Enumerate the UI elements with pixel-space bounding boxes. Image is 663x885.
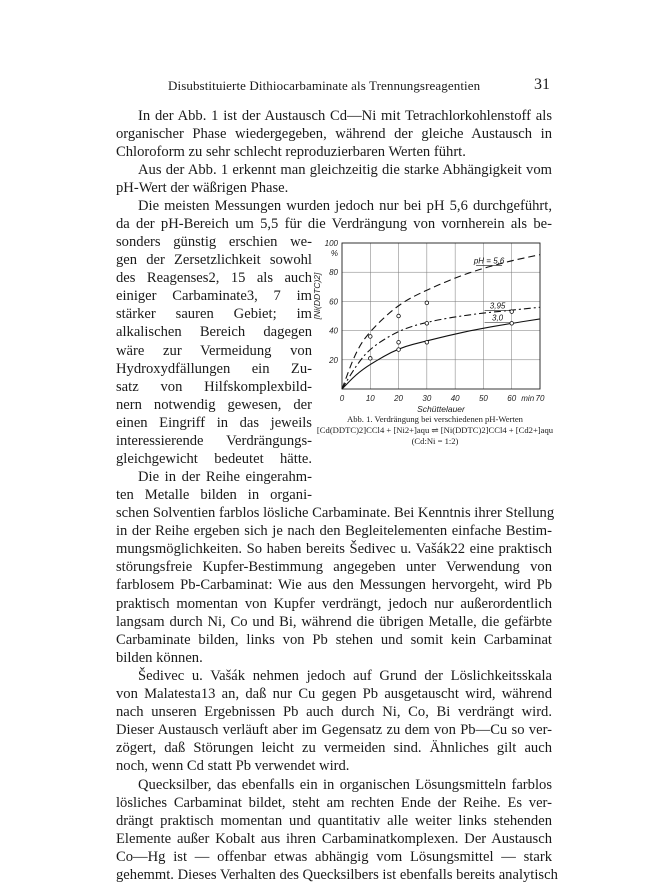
text-line: des Reagenses2, 15 als auch: [116, 270, 312, 287]
text-line: sonders günstig erschien we-: [116, 234, 312, 250]
paragraph-3: [116, 197, 552, 233]
header-title: Disubstituierte Dithiocarbaminate als Trennungsreagentien: [168, 78, 481, 93]
text-line: Die meisten Messungen wurden jedoch nur bei pH 5,6 durchgeführt,: [138, 198, 552, 214]
data-point: [425, 322, 429, 326]
data-point: [510, 322, 514, 326]
text-line: Dieser Austausch verläuft aber im Gegensatz zu dem von Pb—Cu so ver-: [116, 722, 552, 739]
x-tick-label: 20: [394, 394, 404, 403]
text-line: nern notwendig gewesen, der: [116, 396, 312, 413]
paragraph-3-narrow: [116, 233, 312, 486]
series-label: 3,95: [489, 301, 506, 311]
x-unit-label: min: [521, 394, 535, 403]
data-point: [510, 310, 514, 314]
text-line: bilden können.: [116, 649, 203, 666]
caption-line-1: Abb. 1. Verdrängung bei verschiedenen pH-Werten: [347, 414, 523, 424]
x-axis-label: Schüttelauer: [417, 404, 465, 414]
data-point: [368, 335, 372, 339]
text-line: In der Abb. 1 ist der Austausch Cd—Ni mit Tetrachlorkohlenstoff als: [138, 108, 552, 124]
text-line: alkalischen Bereich dagegen: [116, 324, 312, 341]
caption-line-2: [Cd(DDTC)2]CCl4 + [Ni2+]aqu ⇌ [Ni(DDTC)2]CCl4 + [Cd2+]aqu: [316, 425, 554, 435]
x-tick-label: 30: [422, 394, 432, 403]
x-tick-label: 0: [339, 394, 345, 403]
page-number: 31: [534, 76, 550, 93]
chart-grid: [342, 243, 540, 389]
plot-frame: [342, 243, 540, 389]
x-tick-label: 10: [365, 394, 375, 403]
text-line: Aus der Abb. 1 erkennt man gleichzeitig die starke Abhängigkeit vom: [138, 162, 552, 178]
y-tick-label: 60: [329, 297, 338, 307]
figure-caption: [310, 414, 560, 447]
text-line: Šedivec u. Vašák nehmen jedoch auf Grund der Löslichkeitsskala: [138, 668, 552, 684]
y-tick-label: 100: [324, 239, 338, 248]
data-point: [397, 314, 401, 318]
y-unit-label: %: [330, 249, 338, 258]
data-point: [425, 340, 429, 344]
text-line: störungsfreie Kupfer-Bestimmung angegeben unter Verwendung von: [116, 559, 552, 576]
text-line: satz von Hilfskomplexbild-: [116, 378, 312, 395]
y-tick-label: 20: [329, 355, 338, 365]
series-line: [342, 307, 540, 389]
text-line: da der pH-Bereich um 5,5 für die Verdrängung von vornherein als be-: [116, 216, 552, 233]
series-line: [342, 319, 540, 389]
text-line: farblosem Pb-Carbaminat: Wie aus den Messungen hervorgeht, wird Pb: [116, 577, 552, 594]
text-line: ten Metalle bilden in organi-: [116, 487, 312, 503]
text-line: pH-Wert der wäßrigen Phase.: [116, 180, 289, 197]
text-line: interessierende Verdrängungs-: [116, 433, 312, 450]
text-line: gleichgewicht bedeutet hätte.: [116, 451, 312, 468]
text-line: mungsmöglichkeiten. So haben bereits Šedivec u. Vašák22 eine praktisch: [116, 541, 552, 558]
text-line: zögert, daß Störungen leicht zu vermeiden sind. Ähnliches gilt auch: [116, 740, 552, 757]
series-label: 3,0: [492, 313, 504, 323]
text-line: Chloroform zu sehr schlecht reproduzierbaren Werten führt.: [116, 144, 466, 161]
text-line: in der Reihe ergeben sich je nach den Begleitelementen einfache Bestim-: [116, 523, 552, 540]
text-line: Co—Hg ist — offenbar etwas abhängig vom Lösungsmittel — stark: [116, 849, 552, 866]
paragraph-4: [116, 486, 555, 667]
series-label: pH = 5,6: [473, 256, 505, 266]
chart-labels: [312, 239, 545, 414]
paragraph-5: [116, 667, 552, 776]
text-line: organischer Phase wiedergegeben, während der gleiche Austausch in: [116, 126, 552, 143]
text-line: drängt praktisch momentan und quantitativ alle weiter links stehenden: [116, 813, 552, 830]
paragraph-2: [116, 161, 552, 197]
chart-axes: [342, 243, 540, 389]
y-axis-label: [Ni(DDTC)2]: [312, 272, 322, 320]
text-line: von Malatesta13 an, daß nur Cu gegen Pb ausgetauscht wird, während: [116, 686, 552, 703]
text-line: Quecksilber, das ebenfalls ein in organischen Lösungsmitteln farblos: [138, 777, 552, 793]
x-tick-label: 70: [535, 394, 545, 403]
text-line: noch, wenn Cd statt Pb verwendet wird.: [116, 758, 350, 775]
text-line: Elemente außer Kobalt aus ihren Carbaminatkomplexen. Der Austausch: [116, 831, 552, 848]
text-line: lösliches Carbaminat bildet, steht am rechten Ende der Reihe. Es ver-: [116, 795, 552, 812]
text-line: einiger Carbaminate3, 7 im: [116, 288, 312, 305]
x-tick-label: 40: [450, 394, 460, 403]
text-line: gehemmt. Dieses Verhalten des Quecksilbers ist ebenfalls bereits analytisch: [116, 867, 558, 884]
data-point: [397, 348, 401, 352]
y-tick-label: 80: [329, 268, 338, 278]
text-line: langsam durch Ni, Co und Bi, während die übrigen Metalle, die gefärbte: [116, 613, 552, 630]
text-line: Carbaminate bilden, links von Pb stehen und somit kein Carbaminat: [116, 631, 552, 648]
data-point: [397, 340, 401, 344]
text-line: schen Solventien farblos lösliche Carbaminate. Bei Kenntnis ihrer Stellung: [116, 505, 555, 522]
paragraph-1: [116, 107, 552, 161]
text-line: praktisch momentan von Kupfer verdrängt, jedoch nur außerordentlich: [116, 595, 552, 612]
y-tick-label: 40: [329, 326, 338, 336]
text-line: wäre zur Vermeidung von: [116, 342, 312, 359]
text-line: Hydroxydfällungen ein Zu-: [116, 360, 312, 377]
data-point: [425, 301, 429, 305]
text-line: einen Eingriff in das jeweils: [116, 414, 312, 431]
text-line: gen der Zersetzlichkeit sowohl: [116, 252, 312, 269]
text-line: stärker sauren Gebiet; im: [116, 306, 312, 323]
paragraph-6: [116, 776, 558, 885]
data-point: [368, 357, 372, 361]
text-line: nach unseren Ergebnissen Pb auch durch Ni, Co, Bi verdrängt wird.: [116, 704, 552, 721]
text-line: Die in der Reihe eingerahm-: [138, 469, 312, 486]
caption-line-3: (Cd:Ni = 1:2): [411, 436, 459, 446]
x-tick-label: 60: [507, 394, 517, 403]
x-tick-label: 50: [478, 394, 488, 403]
